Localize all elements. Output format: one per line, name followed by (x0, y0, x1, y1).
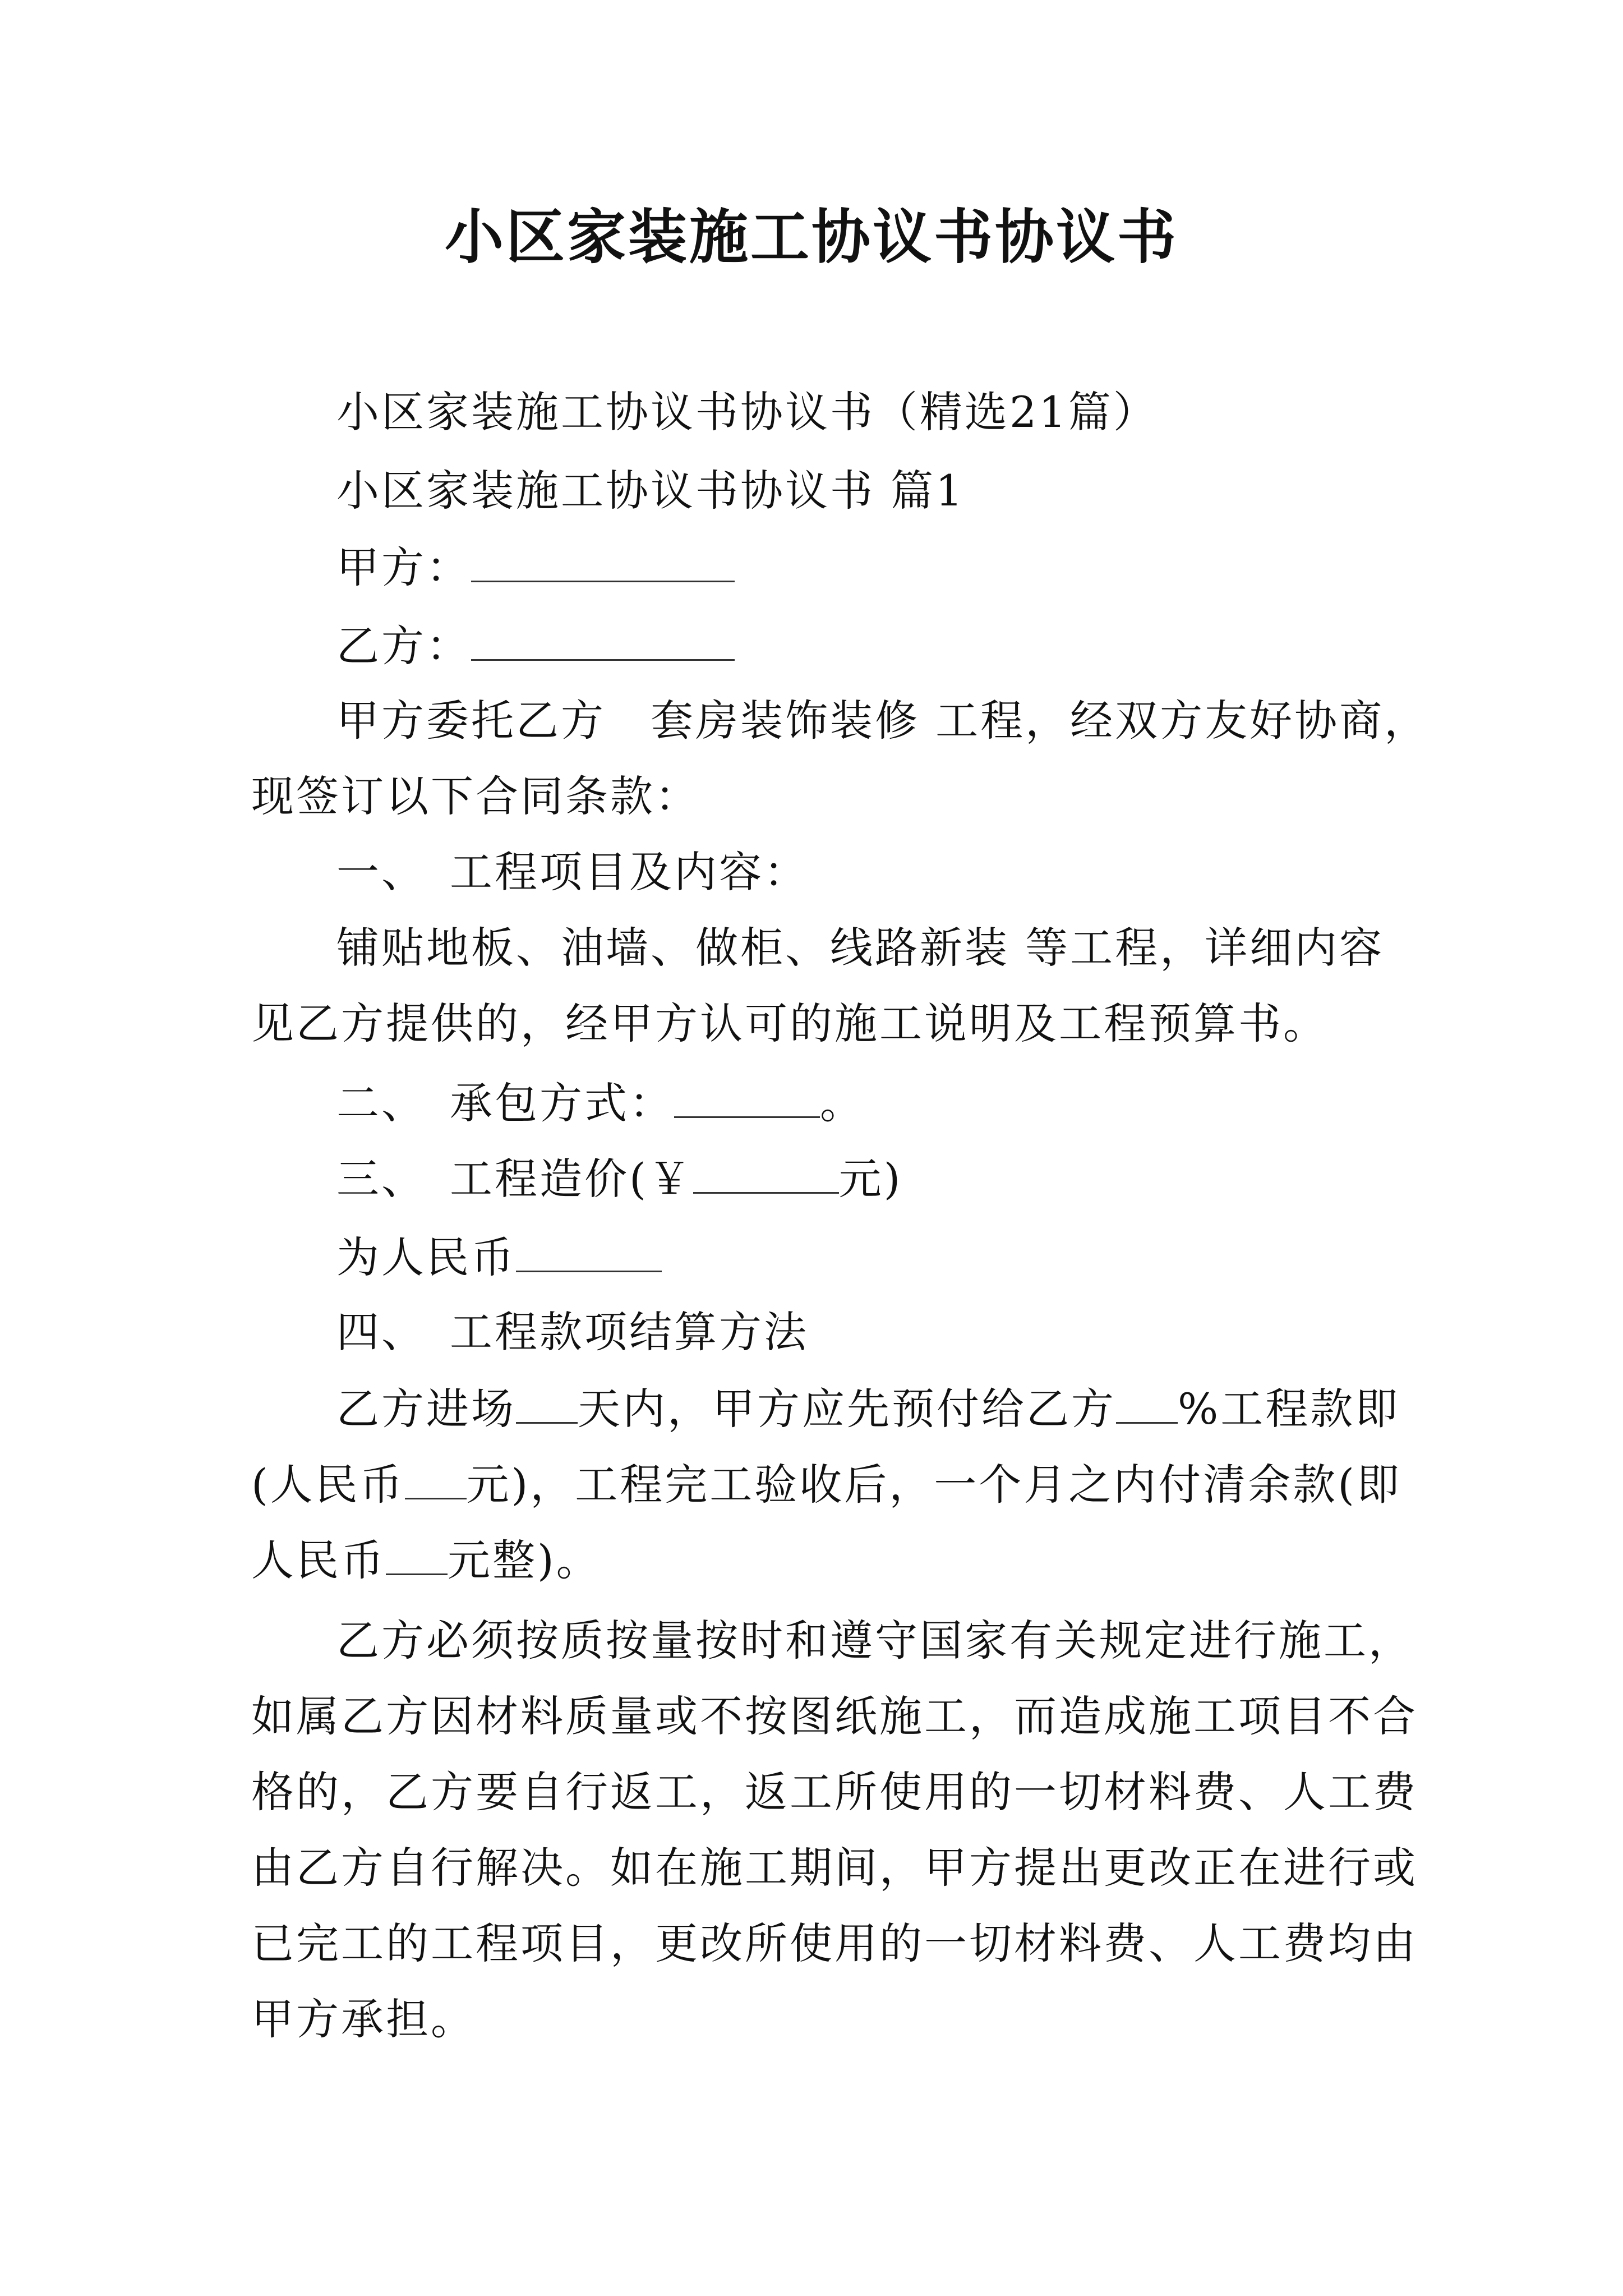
party-b-label: 乙方： (336, 621, 471, 671)
body-line-4: 由乙方自行解决。如在施工期间，甲方提出更改正在进行或 (251, 1843, 1418, 1893)
body-line-1: 乙方必须按质按量按时和遵守国家有关规定进行施工， (336, 1616, 1413, 1665)
clause-2-suffix: 。 (820, 1078, 865, 1128)
clause-1-line-1: 铺贴地板、油墙、做柜、线路新装 等工程，详细内容 (336, 923, 1385, 973)
party-a-label: 甲方： (336, 542, 471, 592)
intro-line-1: 甲方委托乙方 套房装饰装修 工程，经双方友好协商， (336, 696, 1430, 746)
percent-blank (1116, 1383, 1178, 1424)
party-b-line (336, 620, 735, 671)
project-cost-blank (693, 1153, 839, 1194)
payment-text: 乙方进场 (336, 1384, 516, 1434)
party-a-blank (471, 541, 735, 582)
advance-amount-blank (405, 1458, 467, 1499)
payment-text: 元整)。 (448, 1535, 601, 1585)
payment-text: %工程款即 (1178, 1384, 1400, 1434)
rmb-line (336, 1231, 662, 1283)
body-line-6: 甲方承担。 (251, 1994, 476, 2044)
party-a-line (336, 541, 735, 593)
payment-text: (人民币 (251, 1460, 405, 1510)
clause-3-suffix: 元) (838, 1154, 903, 1204)
contract-method-blank (674, 1077, 820, 1118)
payment-line-3 (251, 1534, 601, 1586)
clause-3-line (336, 1153, 902, 1204)
document-title: 小区家装施工协议书协议书 (444, 202, 1178, 272)
days-blank (516, 1383, 578, 1424)
clause-2-prefix: 二、 承包方式： (336, 1078, 674, 1128)
body-line-5: 已完工的工程项目，更改所使用的一切材料费、人工费均由 (251, 1918, 1418, 1968)
document-subtitle: 小区家装施工协议书协议书（精选21篇） (336, 387, 1158, 437)
section-heading: 小区家装施工协议书协议书 篇1 (336, 466, 965, 516)
party-b-blank (471, 620, 735, 661)
balance-amount-blank (386, 1534, 448, 1575)
clause-1-line-2: 见乙方提供的，经甲方认可的施工说明及工程预算书。 (251, 999, 1328, 1048)
clause-2-line (336, 1077, 865, 1129)
clause-1-heading: 一、 工程项目及内容： (336, 847, 809, 897)
payment-line-1 (336, 1383, 1400, 1434)
clause-3-prefix: 三、 工程造价(￥ (336, 1154, 693, 1204)
body-line-2: 如属乙方因材料质量或不按图纸施工，而造成施工项目不合 (251, 1691, 1418, 1741)
payment-line-2 (251, 1458, 1401, 1510)
payment-text: 天内，甲方应先预付给乙方 (578, 1384, 1116, 1434)
rmb-amount-blank (516, 1231, 662, 1272)
payment-text: 人民币 (251, 1535, 386, 1585)
rmb-prefix: 为人民币 (336, 1232, 516, 1282)
intro-line-2: 现签订以下合同条款： (251, 771, 700, 821)
payment-text: 元)，工程完工验收后，一个月之内付清余款(即 (466, 1460, 1401, 1510)
body-line-3: 格的，乙方要自行返工，返工所使用的一切材料费、人工费 (251, 1767, 1418, 1817)
clause-4-heading: 四、 工程款项结算方法 (336, 1307, 809, 1357)
